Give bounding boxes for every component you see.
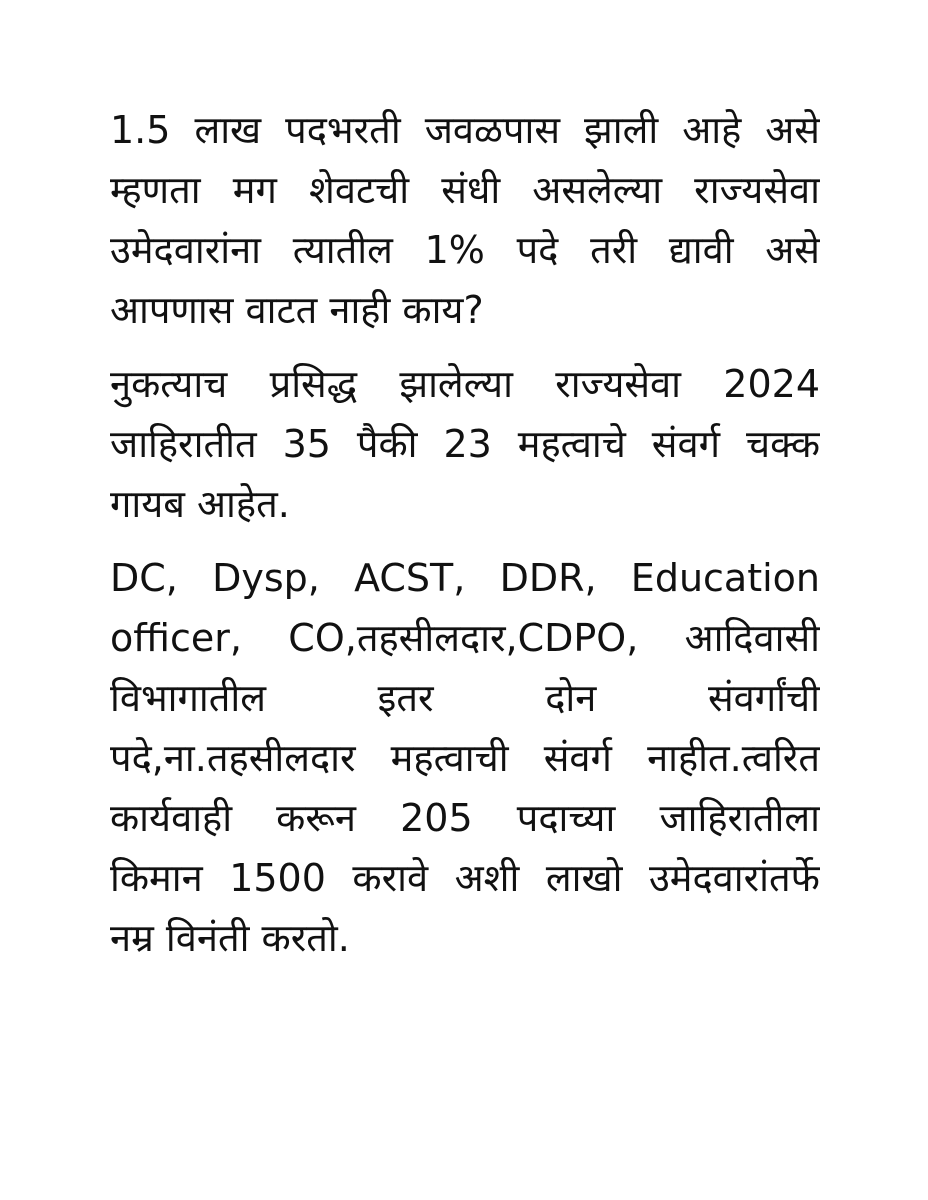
text-line: 1.5 लाख पदभरती जवळपास झाली आहे असे [110,108,820,152]
text-line: आपणास वाटत नाही काय? [110,288,484,332]
text-line: विभागातील इतर दोन संवर्गांची [110,676,820,720]
text-line: किमान 1500 करावे अशी लाखो उमेदवारांतर्फे [110,856,820,900]
paragraph-2 [110,354,820,534]
text-line: officer, CO,तहसीलदार,CDPO, आदिवासी [110,616,820,660]
paragraph-1 [110,100,820,340]
text-line: उमेदवारांना त्यातील 1% पदे तरी द्यावी असे [110,228,820,272]
text-line: जाहिरातीत 35 पैकी 23 महत्वाचे संवर्ग चक्क [110,422,820,466]
text-line: नुकत्याच प्रसिद्ध झालेल्या राज्यसेवा 2024 [110,362,820,406]
text-line: DC, Dysp, ACST, DDR, Education [110,556,820,600]
text-line: गायब आहेत. [110,482,290,526]
text-line: कार्यवाही करून 205 पदाच्या जाहिरातीला [110,796,820,840]
text-line: नम्र विनंती करतो. [110,916,350,960]
text-line: म्हणता मग शेवटची संधी असलेल्या राज्यसेवा [110,168,820,212]
document-body [110,100,820,982]
text-line: पदे,ना.तहसीलदार महत्वाची संवर्ग नाहीत.त्वरित [110,736,820,780]
paragraph-3 [110,548,820,968]
